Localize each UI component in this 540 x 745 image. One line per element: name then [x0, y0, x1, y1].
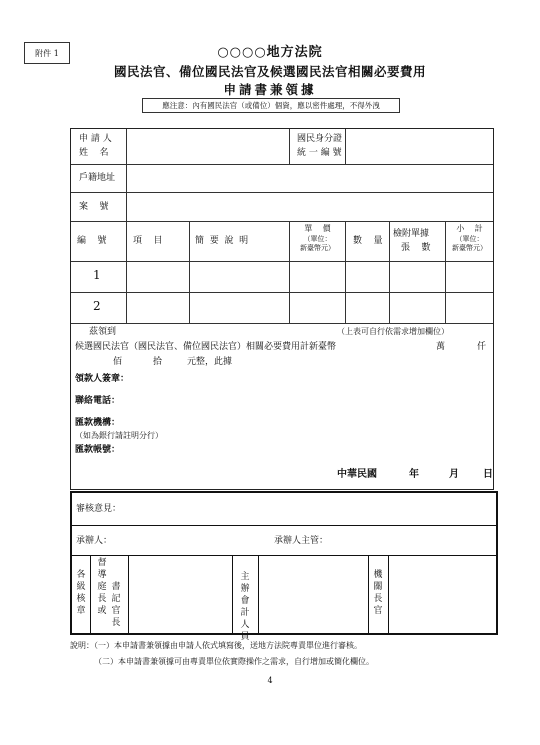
household-address-field[interactable] [133, 169, 487, 189]
id-no-label-1: 國民身分證 [297, 134, 343, 144]
household-address-label: 戶籍地址 [79, 173, 116, 183]
col-summary-header: 簡 要 說 明 [195, 236, 249, 246]
add-rows-note: （上表可自行依需求增加欄位） [337, 327, 449, 336]
amount-qian-unit: 仟 [477, 342, 487, 352]
amount-wan-unit: 萬 [436, 342, 446, 352]
col-item-header: 項 目 [133, 236, 163, 246]
id-no-field[interactable] [351, 135, 487, 159]
account-label: 匯款帳號： [75, 445, 121, 455]
attachment-label: 附件 1 [24, 42, 70, 64]
date-year-label: 年 [409, 469, 419, 480]
form-title: 國民法官、備位國民法官及候選國民法官相關必要費用 [113, 64, 426, 79]
applicant-name-label-2: 姓 名 [79, 148, 109, 158]
col-no-header: 編 號 [77, 236, 107, 246]
amount-yuan-unit: 元整，此據 [187, 357, 233, 367]
bank-label: 匯款機構： [75, 418, 121, 428]
bank-note: （如為銀行請註明分行） [75, 431, 163, 440]
payee-signature-label: 領款人簽章： [75, 374, 130, 384]
accounting-label-2: 計 人 員 [240, 608, 250, 642]
chief-clerk-label-2: 書 記 官 長 [111, 582, 121, 628]
receipt-received-label: 茲領到 [89, 327, 117, 337]
col-unit-price-header: 單 價 [304, 224, 331, 233]
contact-phone-label: 聯絡電話： [75, 396, 121, 406]
applicant-name-field[interactable] [135, 135, 285, 159]
stamps-label: 各 級 核 章 [76, 570, 86, 616]
note-1: 說明：（一）本申請書兼領據由申請人依式填寫後，送地方法院專責單位進行審核。 [70, 641, 362, 650]
supervisor-label-col1: 督 導 [97, 558, 107, 580]
confidential-notice: 應注意：內有國民法官（或備位）個資，應以密件處理，不得外洩 [142, 98, 400, 113]
case-no-field[interactable] [133, 197, 487, 217]
page-number: 4 [267, 676, 273, 685]
date-roc-label: 中華民國 [337, 469, 377, 480]
row-number-2: 2 [93, 299, 101, 313]
handler-supervisor-label: 承辦人主管： [274, 536, 329, 546]
application-form [70, 128, 494, 490]
review-section [70, 491, 498, 642]
date-month-label: 月 [449, 469, 459, 480]
amount-bai-unit: 佰 [113, 357, 123, 367]
col-attachments-header-2: 張 數 [401, 243, 431, 253]
col-subtotal-header: 小 計 [456, 224, 483, 233]
row-number-1: 1 [93, 268, 101, 282]
accounting-label: 主 辦 會 [240, 572, 250, 606]
col-unit-price-note-1: （單位： [303, 235, 332, 243]
date-day-label: 日 [483, 469, 493, 480]
id-no-label-2: 統 一 編 號 [297, 148, 342, 158]
review-opinion-label: 審核意見： [76, 504, 122, 514]
col-quantity-header: 數 量 [353, 236, 383, 246]
handler-label: 承辦人： [76, 536, 113, 546]
court-name: ○○○○地方法院 [217, 45, 323, 60]
agency-head-label: 機 關 長 官 [373, 570, 383, 616]
col-attachments-header-1: 檢附單據 [393, 229, 430, 239]
note-2: （二）本申請書兼領據可由專責單位依實際操作之需求，自行增加或簡化欄位。 [94, 657, 374, 666]
case-no-label: 案 號 [79, 202, 109, 212]
form-subtitle: 申請書兼領據 [223, 82, 317, 97]
col-unit-price-note-2: 新臺幣元） [300, 244, 335, 252]
col-subtotal-note-1: （單位： [455, 235, 484, 243]
amount-shi-unit: 拾 [153, 357, 163, 367]
col-subtotal-note-2: 新臺幣元） [452, 244, 487, 252]
chief-clerk-label: 庭 長 或 [97, 582, 107, 616]
receipt-amount-text: 候選國民法官（國民法官、備位國民法官）相關必要費用計新臺幣 [75, 342, 337, 352]
applicant-name-label-1: 申 請 人 [79, 134, 112, 144]
